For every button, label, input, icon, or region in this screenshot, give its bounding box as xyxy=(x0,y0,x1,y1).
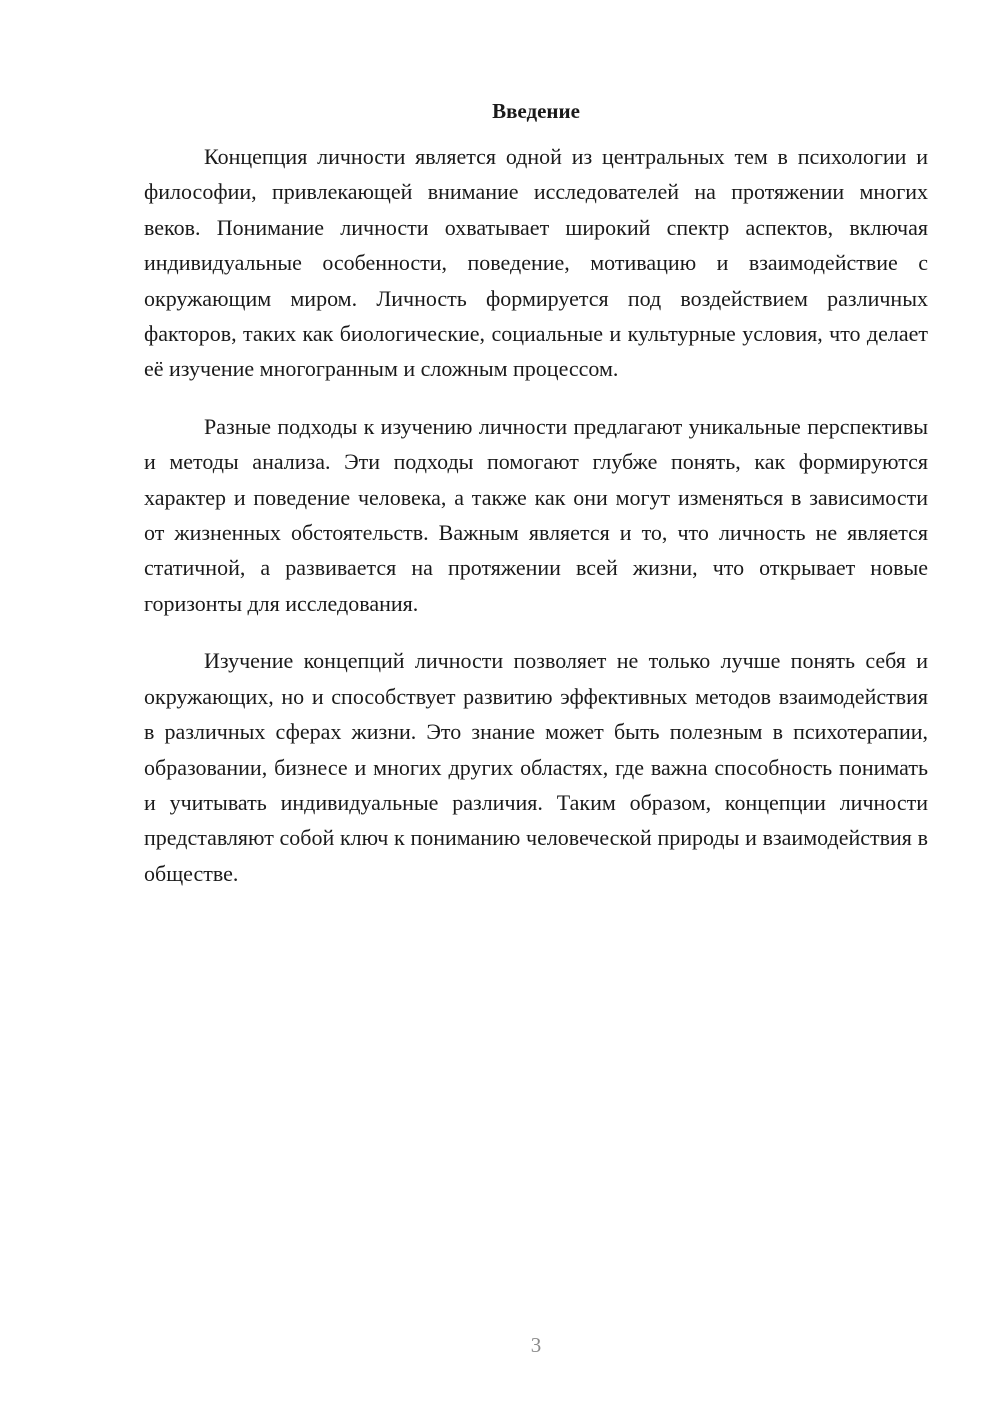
paragraph-3: Изучение концепций личности позволяет не только лучше понять себя и окружающих, но и способствует развитию эффективных методов взаимодействия в различных сферах жизни. Это знание может быть полезным в психотерапии, образовании, бизнесе и многих других областях, где важна способность понимать и учитывать индивидуальные различия. Таким образом, концепции личности представляют собой ключ к пониманию человеческой природы и взаимодействия в обществе. xyxy=(144,648,928,886)
page-number: 3 xyxy=(530,1333,542,1357)
paragraph-1: Концепция личности является одной из центральных тем в психологии и философии, привлекающей внимание исследователей на протяжении многих веков. Понимание личности охватывает широкий спектр аспектов, включая индивидуальные особенности, поведение, мотивацию и взаимодействие с окружающим миром. Личность формируется под воздействием различных факторов, таких как биологические, социальные и культурные условия, что делает её изучение многогранным и сложным процессом. xyxy=(144,144,928,382)
page-content xyxy=(144,96,928,913)
section-heading: Введение xyxy=(492,99,580,123)
paragraph-2: Разные подходы к изучению личности предлагают уникальные перспективы и методы анализа. Эти подходы помогают глубже понять, как формируются характер и поведение человека, а также как они могут изменяться в зависимости от жизненных обстоятельств. Важным является и то, что личность не является статичной, а развивается на протяжении всей жизни, что открывает новые горизонты для исследования. xyxy=(144,413,928,616)
